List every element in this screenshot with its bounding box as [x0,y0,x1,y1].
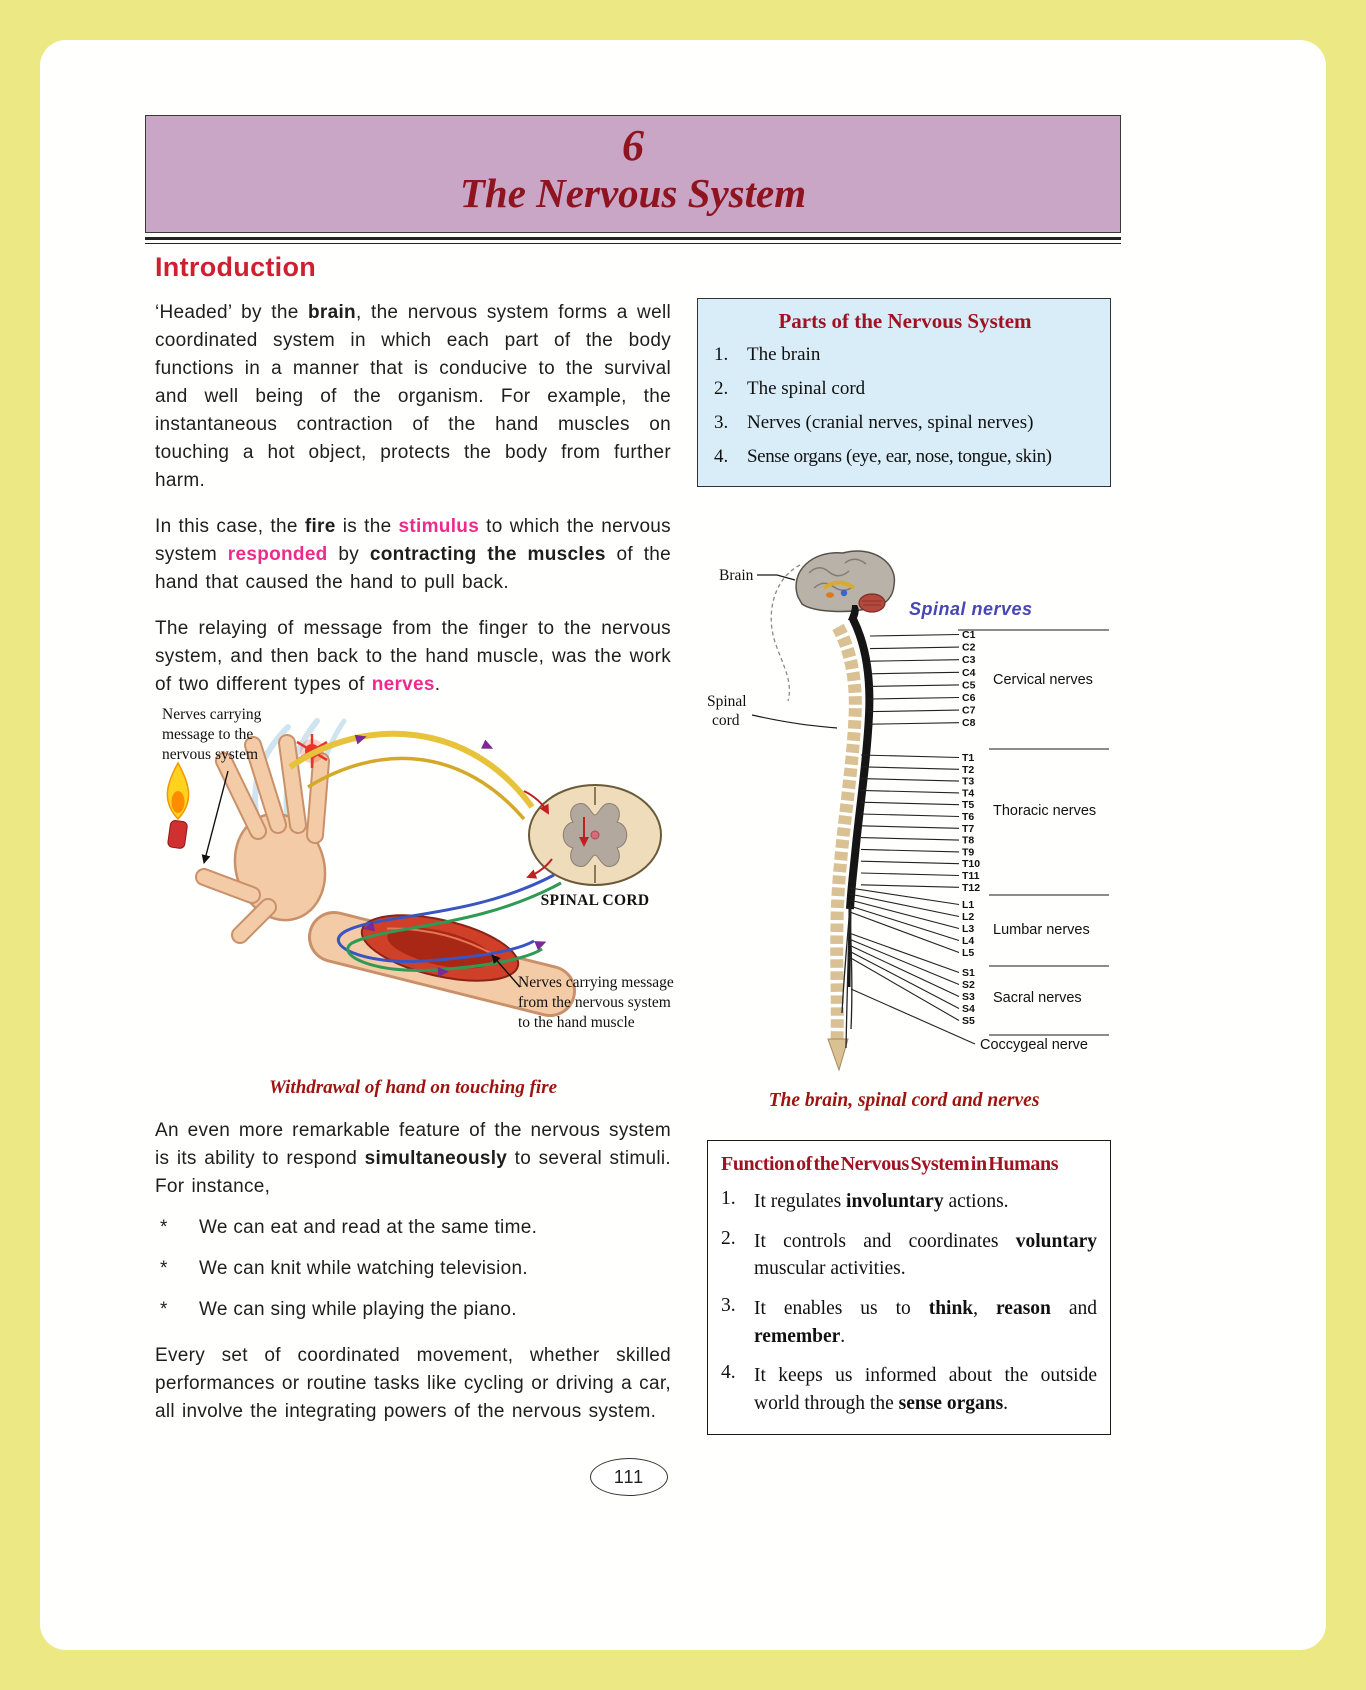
vertebra-label: T6 [962,811,975,823]
label-nerves-to-cns: Nerves carrying message to the nervous system [162,706,262,763]
paragraph-coordination: Every set of coordinated movement, whether skilled performances or routine tasks like cycling or driving a car, all involve the integrating powers of the nervous system. [155,1345,671,1422]
vertebra-label: S5 [962,1015,975,1027]
vertebra-label: T4 [962,787,975,800]
right-column [697,298,1111,1435]
spine-figure-caption: The brain, spinal cord and nerves [768,1090,1040,1111]
vertebra-label: C3 [962,654,976,667]
vertebra-label: L2 [962,911,975,923]
vertebra-label: S1 [962,967,975,979]
nerve-group-label: Cervical nerves [993,672,1093,688]
page-number-badge [590,1458,668,1496]
vertebra-label: T8 [962,834,975,847]
parts-of-nervous-system-box [697,298,1111,487]
vertebra-label: C1 [962,629,976,641]
vertebra-label: C7 [962,704,976,717]
label-spinal-cord: SPINAL CORD [540,892,650,909]
header-divider [145,237,1121,244]
vertebra-label: T9 [962,846,975,859]
spine-illustration [697,543,1111,1078]
parts-box-item-spinal-cord: 2. The spinal cord [714,378,866,399]
spinal-nerves-label: Spinal nerves [909,599,1033,619]
spinal-cord-pointer [752,715,837,728]
nerve-line [861,826,959,829]
nerve-line [870,698,959,700]
nerve-line [861,779,959,782]
vertebra-label: T10 [962,858,981,871]
vertebra-label: C6 [962,692,976,704]
nerve-line [861,802,959,805]
bullet-text: We can knit while watching television. [199,1258,528,1279]
bullet-item-eat-read [155,1214,671,1242]
spinal-cord-label-line2: cord [712,712,740,729]
nerve-line [850,894,959,917]
nerve-line [849,951,959,1009]
bullet-item-knit-tv [155,1255,671,1283]
function-item-involuntary: 1. It regulates involuntary actions. [721,1188,1009,1212]
bullet-marker: * [160,1258,168,1279]
nerve-line [861,861,959,864]
vertebra-label: C8 [962,717,976,730]
chapter-header [145,115,1121,233]
nerve-line [870,647,959,649]
vertebral-column [837,627,856,1043]
vertebra-label: C5 [962,679,976,692]
vertebra-label: T7 [962,822,975,835]
bullet-text: We can eat and read at the same time. [199,1217,538,1238]
vertebra-label: S4 [962,1003,975,1015]
sacrum-shape [828,1039,848,1070]
function-box-title: Function of the Nervous System in Humans [721,1153,1059,1175]
vertebra-label: T5 [962,799,975,812]
vertebra-label: T1 [962,752,975,764]
brain-pointer [757,575,795,580]
bullet-text: We can sing while playing the piano. [199,1299,517,1320]
nerve-line [870,723,959,725]
nerve-line [870,635,959,637]
vertebra-label: L5 [962,947,975,959]
spinal-cord-cross-section [529,785,661,885]
intro-paragraph-3: The relaying of message from the finger to the nervous system, and then back to the hand muscle, was the work of two different types of nerves. [155,618,671,695]
function-item-voluntary: 2. It controls and coordinates voluntary muscular activities. [721,1227,1097,1280]
brain-illustration [796,551,894,622]
spine-figure [697,543,1111,1078]
function-item-think-reason-remember: 3. It enables us to think, reason and remember. [721,1295,1097,1347]
intro-paragraph-2: In this case, the fire is the stimulus to which the nervous system responded by contracting the muscles of the hand that caused the hand to pull back. [155,516,672,593]
label-nerves-from-cns: Nerves carrying message from the nervous system to the hand muscle [518,974,674,1031]
parts-box-title: Parts of the Nervous System [778,309,1032,333]
vertebra-label: L3 [962,923,975,935]
vertebra-label: S2 [962,979,975,991]
chapter-title: The Nervous System [459,170,807,217]
nerve-line [851,989,975,1044]
nerve-group-label: Thoracic nerves [993,803,1097,819]
nerve-line [870,672,959,674]
nerve-line [850,888,959,905]
vertebra-label: L4 [962,935,975,947]
nerve-line [861,873,959,876]
nerve-line [850,900,959,929]
bullet-marker: * [160,1299,168,1320]
chapter-number: 6 [622,121,644,170]
vertebra-label: T12 [962,881,981,894]
function-box [707,1140,1111,1435]
vertebra-label: L1 [962,899,975,911]
vertebra-label: S3 [962,991,975,1003]
vertebra-label: C4 [962,666,976,679]
nerve-group-label: Coccygeal nerve [980,1037,1088,1053]
parts-box-item-nerves: 3. Nerves (cranial nerves, spinal nerves) [714,412,1034,433]
hand-figure-caption: Withdrawal of hand on touching fire [268,1077,558,1098]
left-column [155,252,674,1426]
vertebra-label: T11 [962,870,980,882]
nerve-line [850,906,959,941]
spinal-cord-label-line1: Spinal [707,693,747,710]
nerve-line [861,838,959,841]
parts-box-item-sense-organs: 4. Sense organs (eye, ear, nose, tongue, skin) [714,446,1052,467]
paragraph-simultaneous: An even more remarkable feature of the nervous system is its ability to respond simultaneously to several stimuli. For instance, [155,1120,672,1197]
nerve-line [861,767,959,770]
nerve-group-label: Lumbar nerves [993,922,1090,938]
bullet-marker: * [160,1217,168,1238]
nerve-line [861,755,959,758]
intro-paragraph-1: ‘Headed’ by the brain, the nervous system forms a well coordinated system in which each part of the body functions in a manner that is conducive to the survival and well being of the organism. For example, the instantaneous contraction of the hand muscles on touching a hot object, protects the body from further harm. [155,302,671,491]
pointer-to-hand [204,771,228,863]
nerve-line [861,885,959,888]
hand-withdrawal-figure [140,705,690,1075]
vertebra-label: T3 [962,775,975,788]
vertebra-label: C2 [962,641,976,654]
flame-icon [167,763,188,849]
nerve-line [861,849,959,852]
page-number: 111 [613,1466,645,1487]
parts-box-item-brain: 1. The brain [714,344,821,365]
nerve-line [861,814,959,817]
hand-illustration [204,743,339,935]
brain-label: Brain [719,567,754,584]
nerve-line [870,685,959,687]
function-item-sense-organs: 4. It keeps us informed about the outside world through the sense organs. [721,1362,1097,1415]
nerve-line [870,660,959,662]
vertebra-label: T2 [962,763,975,776]
book-page [40,40,1326,1650]
nerve-line [861,790,959,793]
bullet-item-sing-piano [155,1296,671,1324]
nerve-group-label: Sacral nerves [993,990,1082,1006]
nerve-line [870,710,959,712]
intro-heading: Introduction [155,252,317,282]
